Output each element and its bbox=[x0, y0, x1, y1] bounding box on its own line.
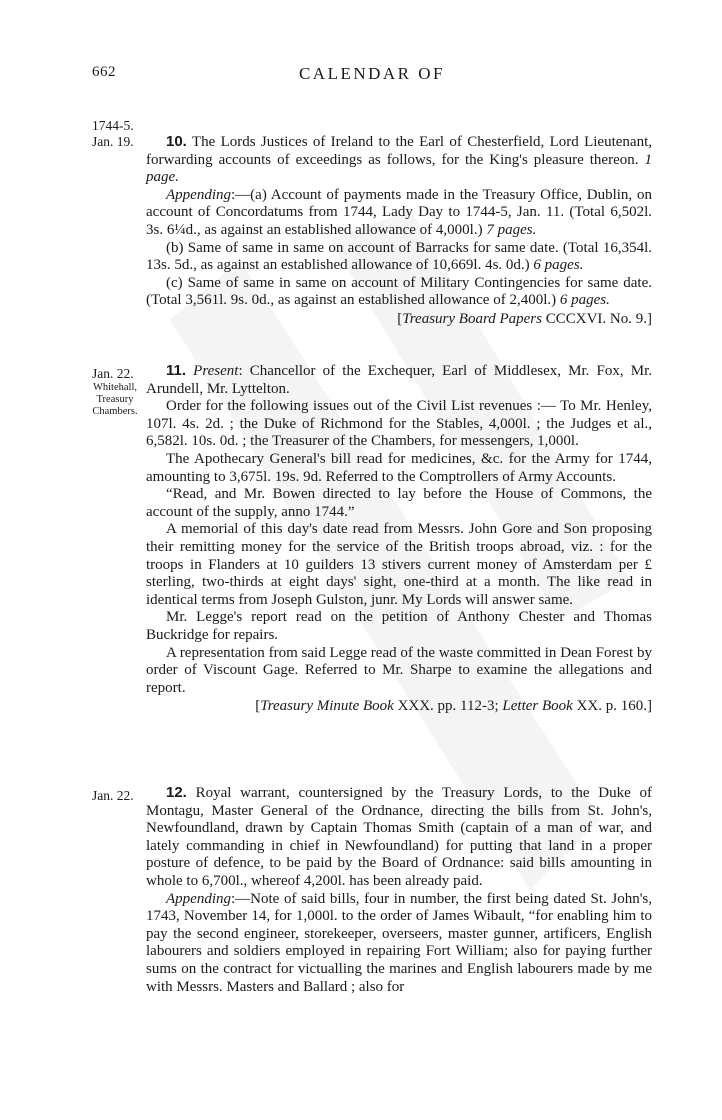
entry-10-body bbox=[146, 133, 652, 328]
entry-10-reference bbox=[146, 310, 652, 328]
entry-12-appending-label: Appending bbox=[166, 890, 231, 907]
entry-11-ref-detail-2: XX. p. 160.] bbox=[572, 698, 652, 715]
entry-11-ref-source-1: Treasury Minute Book bbox=[260, 698, 394, 715]
entry-11-reference bbox=[146, 697, 652, 715]
running-title: CALENDAR OF bbox=[298, 64, 446, 83]
entry-11-para-6: A representation from said Legge read of the waste committed in Dean Forest by order of Viscount Gage. Referred to Mr. Sharpe to examine the allegations and report. bbox=[146, 644, 652, 696]
entry-11-ref-source-2: Letter Book bbox=[502, 698, 573, 715]
entry-10-ref-source: Treasury Board Papers bbox=[402, 310, 542, 327]
entry-10-appending-a-pages: 7 pages. bbox=[486, 221, 537, 238]
entry-12-text bbox=[146, 784, 652, 891]
entry-12-appending-text: :—Note of said bills, four in number, the first being dated St. John's, 1743, November 14, for 1,000l. to the order of James Wibault, “for enabling him to pay the second engineer, storekeeper, overseers, master gunner, artificers, English labourers and soldiers employed in repairing Fort William; also for paying further sums on the contract for victualling the marines and English labourers made by me with Messrs. Masters and Ballard ; also for bbox=[146, 890, 652, 995]
running-head bbox=[92, 64, 652, 88]
entry-12-margin bbox=[92, 788, 146, 804]
entry-10-date: Jan. 19. bbox=[92, 134, 134, 149]
entry-10-main-pages: 1 page. bbox=[146, 151, 652, 186]
entry-11-para-4: A memorial of this day's date read from Messrs. John Gore and Son proposing their remitting money for the service of the British troops abroad, viz. : for the troops in Flanders at 10 guilders 13 stivers current money of Amsterdam per £ sterling, two-thirds at eight days' sight, one-third at a month. The like read in identical terms from Joseph Gulston, junr. My Lords will answer same. bbox=[146, 521, 652, 608]
entry-11-present-label: Present bbox=[193, 363, 239, 379]
entry-10-appending-c-text: (c) Same of same in same on account of Military Contingencies for same date. (Total 3,561l. 9s. 0d., as against an established allowance of 2,400l.) bbox=[146, 274, 652, 309]
entry-11-number: 11. bbox=[166, 362, 187, 379]
entry-10-number: 10. bbox=[166, 133, 187, 150]
entry-10-margin bbox=[92, 118, 146, 150]
entry-11-para-5: Mr. Legge's report read on the petition of Anthony Chester and Thomas Buckridge for repairs. bbox=[146, 609, 652, 643]
entry-10-appending-c-pages: 6 pages. bbox=[559, 292, 610, 309]
entry-10-appending-b-text: (b) Same of same in same on account of Barracks for same date. (Total 16,354l. 13s. 5d., as against an established allowance of 10,669l. 4s. 0d.) bbox=[146, 239, 652, 274]
entry-11-place-3: Chambers. bbox=[92, 406, 138, 417]
entry-10-appending-c bbox=[146, 275, 652, 310]
entry-10-appending-a-text: :—(a) Account of payments made in the Treasury Office, Dublin, on account of Concordatums from 1744, Lady Day to 1744-5, Jan. 11. (Total 6,502l. 3s. 6¼d., as against an established allowance of 4,000l.) bbox=[146, 186, 652, 238]
entry-12-date: Jan. 22. bbox=[92, 788, 134, 803]
entry-10-text bbox=[146, 133, 652, 187]
entry-11-ref-open: [ bbox=[255, 698, 261, 715]
entry-12-main-text: Royal warrant, countersigned by the Treasury Lords, to the Duke of Montagu, Master General of the Ordnance, directing the bills from St. John's, Newfoundland, drawn by Captain Thomas Smith (captain of a man of war, and lately commanding in chief in Newfoundland) for putting that land in a proper posture of defence, to be paid by the Board of Ordnance: said bills amounting in whole to 6,700l., whereof 4,200l. has been already paid. bbox=[146, 785, 652, 889]
entry-10-ref-open: [ bbox=[397, 310, 403, 327]
entry-10-main-text: The Lords Justices of Ireland to the Earl of Chesterfield, Lord Lieutenant, forwarding accounts of exceedings as follows, for the King's pleasure thereon. bbox=[146, 134, 652, 168]
entry-11-para-3: “Read, and Mr. Bowen directed to lay before the House of Commons, the account of the supply, anno 1744.” bbox=[146, 486, 652, 520]
entry-11-date: Jan. 22. bbox=[92, 366, 134, 381]
entry-11-present-text: : Chancellor of the Exchequer, Earl of Middlesex, Mr. Fox, Mr. Arundell, Mr. Lyttelton. bbox=[146, 363, 653, 397]
page-number: 662 bbox=[92, 64, 116, 80]
entry-10-appending-b bbox=[146, 240, 652, 275]
entry-11-place-2: Treasury bbox=[96, 394, 134, 405]
entry-10-appending-b-pages: 6 pages. bbox=[533, 257, 584, 274]
entry-11-para-1: Order for the following issues out of the Civil List revenues :— To Mr. Henley, 107l. 4s. 2d. ; the Duke of Richmond for the Stables, 4,000l. ; the Judges et al., 6,582l. 10s. 0d. ; the Treasurer of the Chambers, for messengers, 1,000l. bbox=[146, 398, 652, 450]
entry-10-ref-detail: CCCXVI. No. 9.] bbox=[541, 310, 652, 327]
entry-11-para-2: The Apothecary General's bill read for medicines, &c. for the Army for 1744, amounting to 3,675l. 19s. 9d. Referred to the Comptrollers of Army Accounts. bbox=[146, 450, 652, 485]
entry-11-margin bbox=[92, 366, 146, 418]
entry-10-appending-a bbox=[146, 187, 652, 240]
entry-10-appending-label: Appending bbox=[166, 186, 231, 203]
entry-11-ref-detail-1: XXX. pp. 112-3; bbox=[393, 698, 503, 715]
entry-12-number: 12. bbox=[166, 784, 187, 801]
entry-10-year: 1744-5. bbox=[92, 118, 134, 133]
entry-11-place-1: Whitehall, bbox=[92, 382, 138, 393]
entry-12-appending bbox=[146, 891, 652, 997]
entry-12-body bbox=[146, 784, 652, 996]
entry-11-present bbox=[146, 362, 652, 398]
entry-11-body bbox=[146, 362, 652, 715]
